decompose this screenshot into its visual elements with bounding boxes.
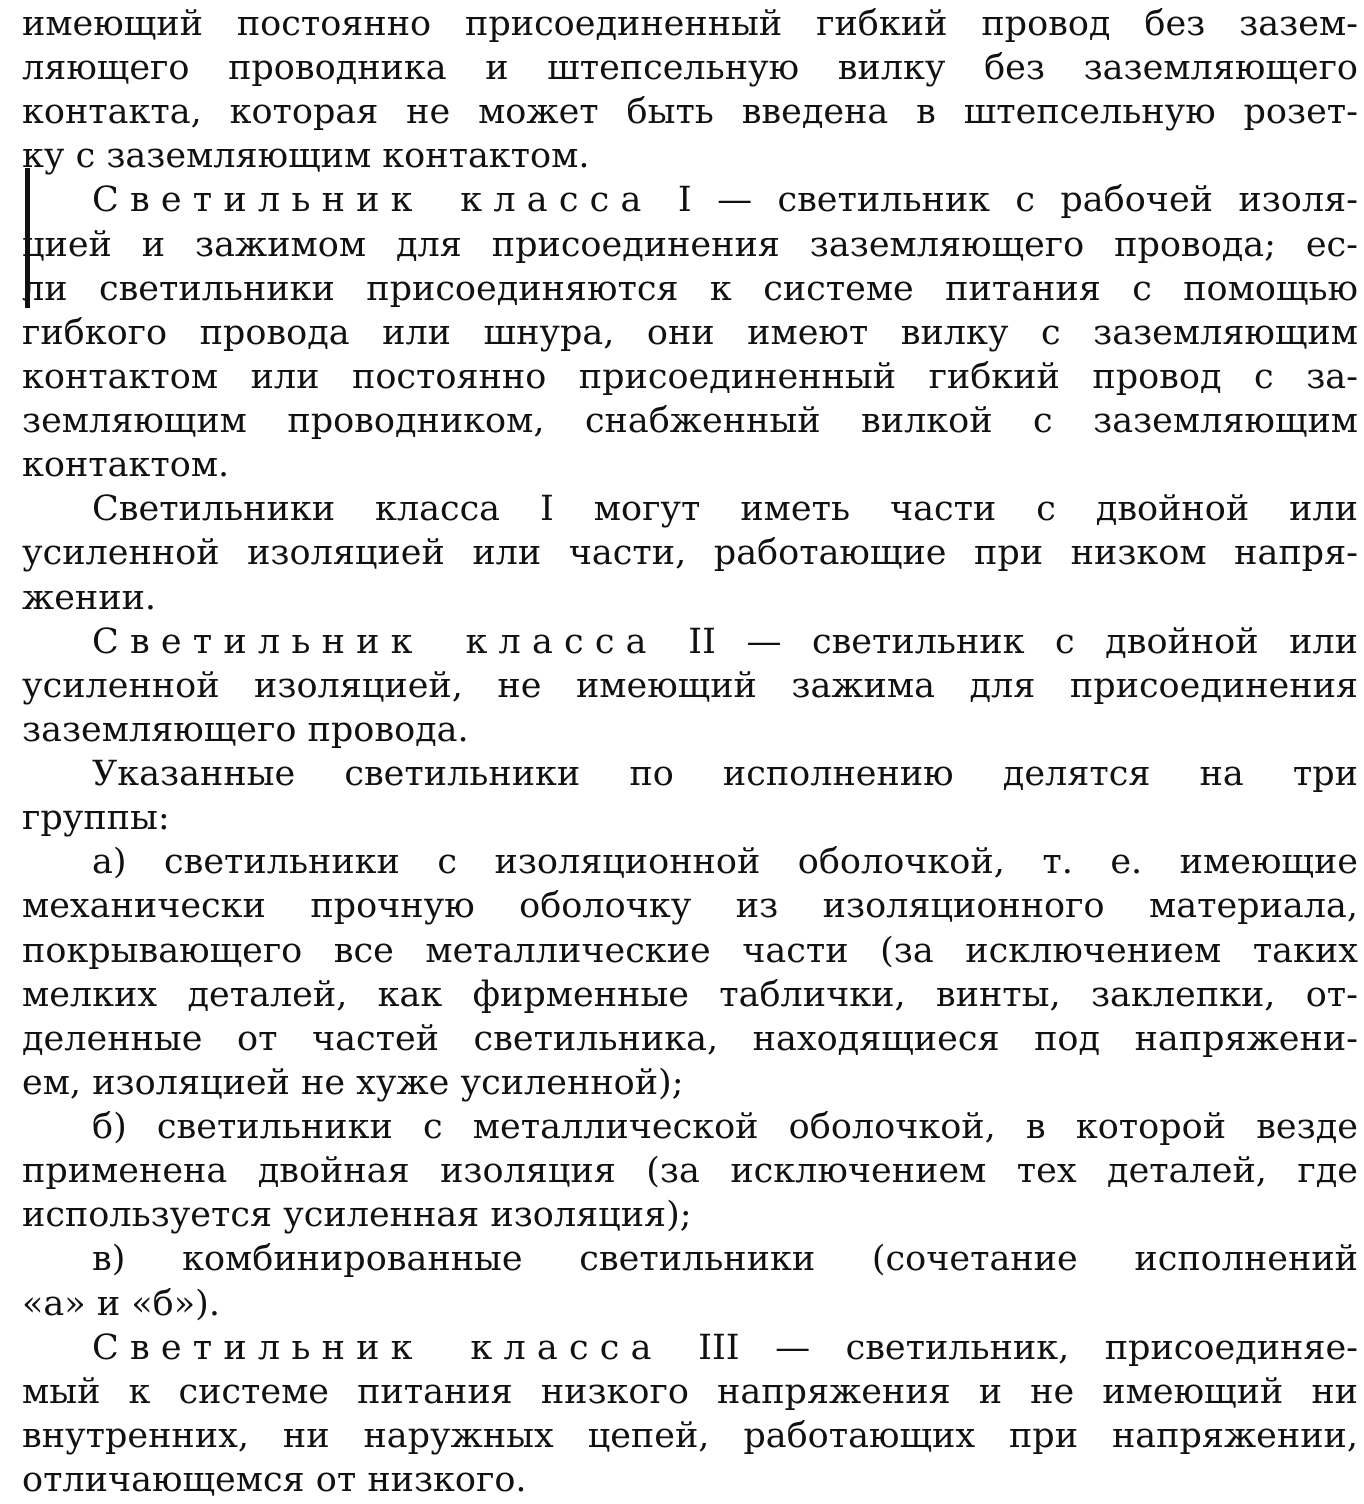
text-line: мый к системе питания низкого напряжения и не имеющий ни (22, 1371, 1358, 1412)
text-line: заземляющего провода. (22, 709, 469, 750)
text-line: ку с заземляющим контактом. (22, 136, 590, 177)
text-line: Указанные светильники по исполнению делятся на три (92, 754, 1358, 795)
text-line: а) светильники с изоляционной оболочкой, т. е. имеющие (92, 842, 1358, 883)
document-page (22, 0, 1358, 1503)
defined-term: Светильник класса (92, 180, 653, 221)
text-line: усиленной изоляцией, не имеющий зажима для присоединения (22, 665, 1358, 706)
text-line: гибкого провода или шнура, они имеют вилку с заземляющим (22, 312, 1358, 353)
definition-first-line (22, 620, 1358, 666)
defined-term: Светильник класса (92, 1327, 663, 1368)
definition-first-line (22, 1326, 1358, 1372)
text-line: усиленной изоляцией или части, работающие при низком напря- (22, 533, 1358, 574)
text-line: ляющего проводника и штепсельную вилку без заземляющего (22, 48, 1358, 89)
text-line: контактом. (22, 445, 230, 486)
text-line: контактом или постоянно присоединенный гибкий провод с за- (22, 356, 1358, 397)
defined-term: Светильник класса (92, 621, 658, 662)
text-line: мелких деталей, как фирменные таблички, винты, заклепки, от- (22, 974, 1358, 1015)
text-line: ем, изоляцией не хуже усиленной); (22, 1062, 684, 1103)
definition-text: III — светильник, присоединяе- (698, 1327, 1358, 1368)
text-line: жении. (22, 577, 157, 618)
text-line: Светильники класса I могут иметь части с двойной или (92, 489, 1358, 530)
text-line: б) светильники с металлической оболочкой, в которой везде (92, 1107, 1358, 1148)
text-line: отличающемся от низкого. (22, 1460, 527, 1500)
text-line: контакта, которая не может быть введена в штепсельную розет- (22, 92, 1358, 133)
text-line: земляющим проводником, снабженный вилкой с заземляющим (22, 401, 1358, 442)
text-line: используется усиленная изоляция); (22, 1195, 692, 1236)
text-line: в) комбинированные светильники (сочетание исполнений (92, 1239, 1358, 1280)
text-line: имеющий постоянно присоединенный гибкий провод без зазем- (22, 4, 1358, 44)
definition-first-line (22, 178, 1358, 224)
text-line: применена двойная изоляция (за исключением тех деталей, где (22, 1151, 1358, 1192)
text-line: «а» и «б»). (22, 1283, 220, 1324)
definition-text: II — светильник с двойной или (688, 621, 1358, 662)
text-line: группы: (22, 798, 170, 839)
text-line: ли светильники присоединяются к системе питания с помощью (22, 268, 1358, 309)
text-line: внутренних, ни наружных цепей, работающих при напряжении, (22, 1415, 1358, 1456)
definition-text: I — светильник с рабочей изоля- (677, 180, 1358, 221)
text-line: цией и зажимом для присоединения заземляющего провода; ес- (22, 224, 1358, 265)
text-line: механически прочную оболочку из изоляционного материала, (22, 886, 1358, 927)
text-line: деленные от частей светильника, находящиеся под напряжени- (22, 1018, 1358, 1059)
text-line: покрывающего все металлические части (за исключением таких (22, 930, 1358, 971)
